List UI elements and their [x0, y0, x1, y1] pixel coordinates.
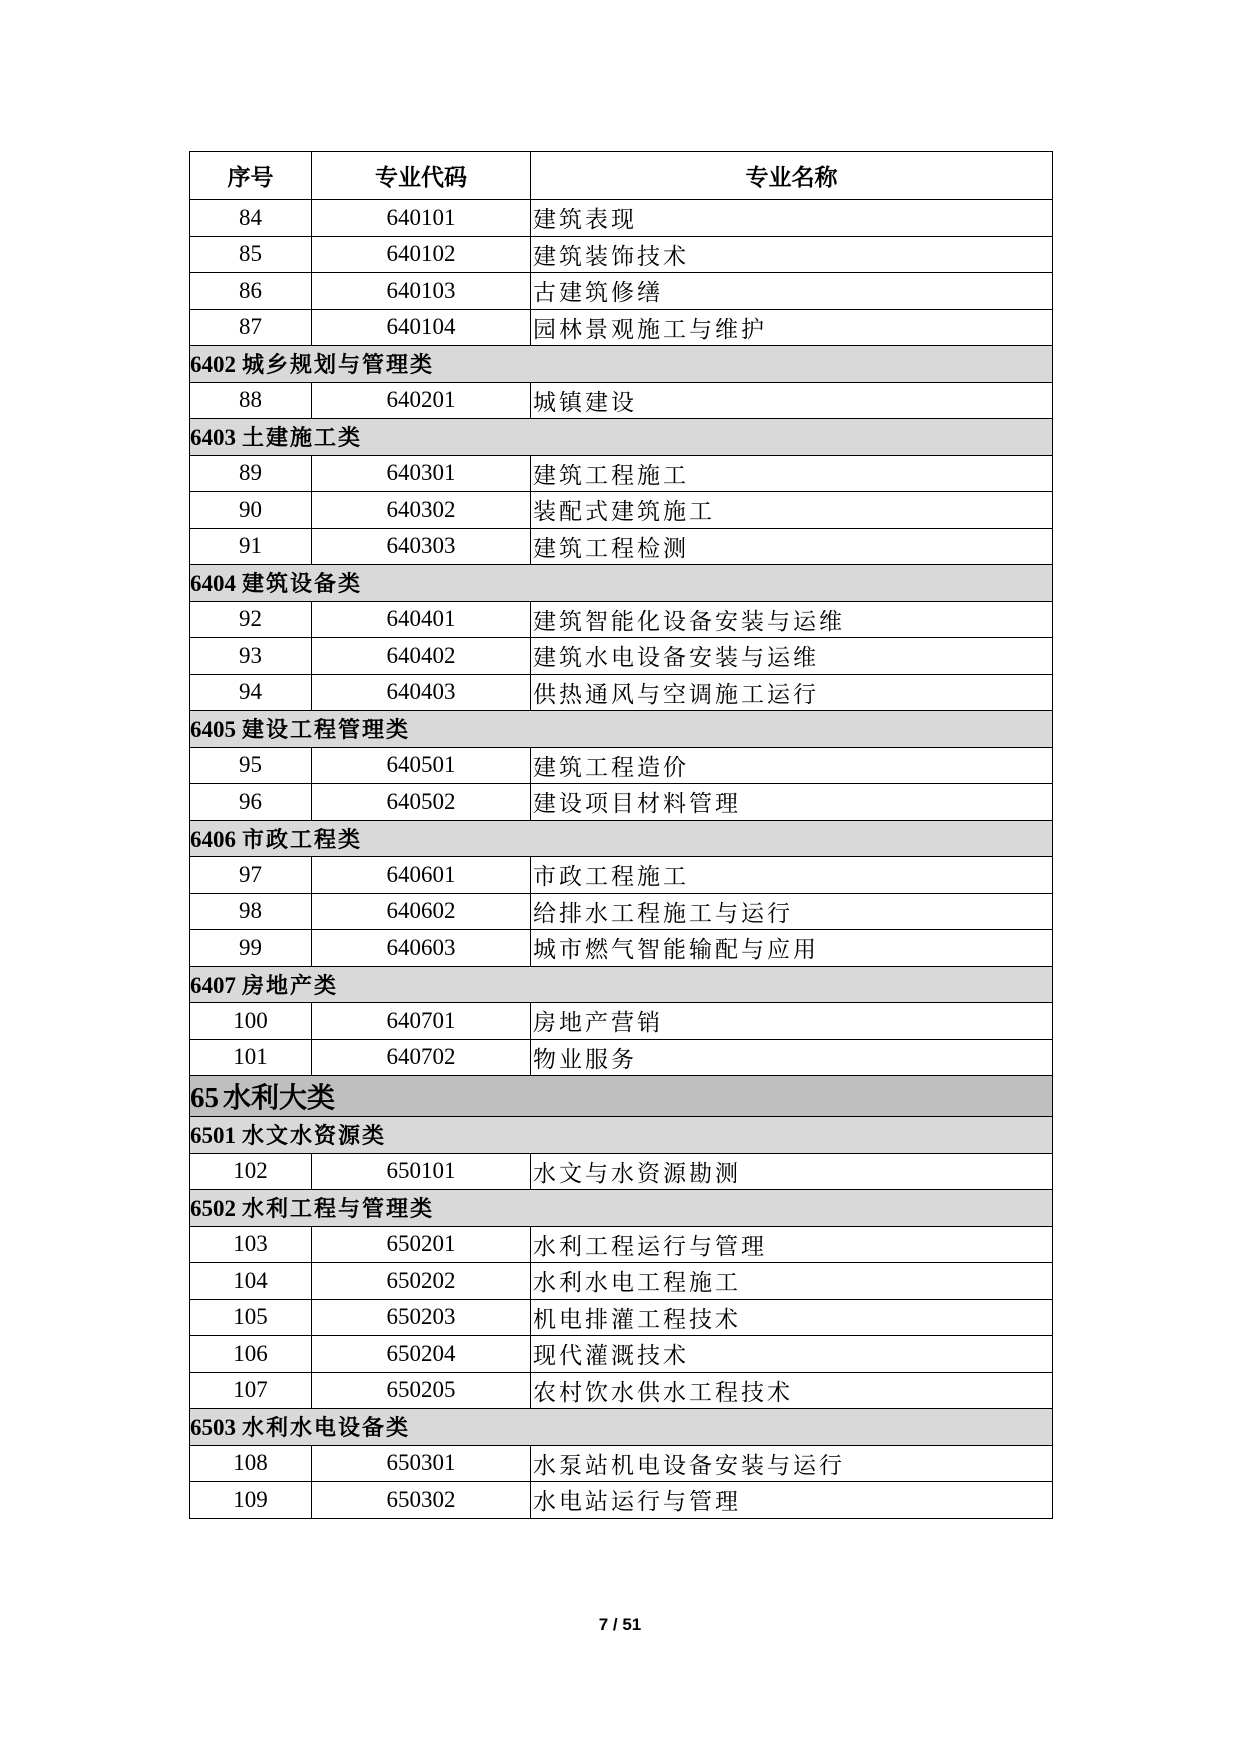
category-heading: [190, 1117, 1053, 1154]
row-major-code: 650204: [312, 1336, 531, 1373]
row-major-code: 650301: [312, 1445, 531, 1482]
row-major-code: 640101: [312, 200, 531, 237]
table-row: [190, 601, 1053, 638]
table-row: [190, 638, 1053, 675]
row-serial-number: 94: [190, 674, 312, 711]
row-serial-number: 92: [190, 601, 312, 638]
category-row: [190, 711, 1053, 748]
row-serial-number: 107: [190, 1372, 312, 1409]
row-major-name: 城镇建设: [531, 382, 1053, 419]
category-code: 6402: [190, 352, 236, 378]
table-row: [190, 784, 1053, 821]
table-row: [190, 1336, 1053, 1373]
table-row: [190, 492, 1053, 529]
row-major-code: 640401: [312, 601, 531, 638]
category-code: 6406: [190, 826, 236, 852]
row-serial-number: 104: [190, 1263, 312, 1300]
header-serial-number: 序号: [190, 152, 312, 200]
row-major-code: 640402: [312, 638, 531, 675]
row-major-name: 供热通风与空调施工运行: [531, 674, 1053, 711]
table-row: [190, 382, 1053, 419]
category-code: 6403: [190, 425, 236, 451]
category-code: 6405: [190, 717, 236, 743]
row-major-name: 园林景观施工与维护: [531, 309, 1053, 346]
category-row: [190, 346, 1053, 383]
table-body: [190, 200, 1053, 1519]
table-row: [190, 930, 1053, 967]
table-row: [190, 1445, 1053, 1482]
row-serial-number: 84: [190, 200, 312, 237]
category-title: 建设工程管理类: [242, 718, 411, 744]
table-row: [190, 1263, 1053, 1300]
row-major-name: 农村饮水供水工程技术: [531, 1372, 1053, 1409]
category-row: [190, 820, 1053, 857]
category-code: 6503: [190, 1415, 236, 1441]
row-major-code: 640501: [312, 747, 531, 784]
major-category-heading: [190, 1076, 1053, 1117]
row-serial-number: 109: [190, 1482, 312, 1519]
row-serial-number: 98: [190, 893, 312, 930]
category-row: [190, 966, 1053, 1003]
row-major-name: 建筑工程造价: [531, 747, 1053, 784]
table-header-row: [190, 152, 1053, 200]
category-code: 6501: [190, 1123, 236, 1149]
row-serial-number: 87: [190, 309, 312, 346]
category-heading: [190, 820, 1053, 857]
row-major-code: 650201: [312, 1226, 531, 1263]
category-row: [190, 1409, 1053, 1446]
row-serial-number: 101: [190, 1039, 312, 1076]
row-major-name: 水利工程运行与管理: [531, 1226, 1053, 1263]
row-serial-number: 97: [190, 857, 312, 894]
table-row: [190, 455, 1053, 492]
category-title: 城乡规划与管理类: [242, 353, 435, 379]
row-serial-number: 106: [190, 1336, 312, 1373]
category-row: [190, 1117, 1053, 1154]
table-row: [190, 236, 1053, 273]
table-row: [190, 674, 1053, 711]
table-row: [190, 1482, 1053, 1519]
category-heading: [190, 1190, 1053, 1227]
row-major-code: 640403: [312, 674, 531, 711]
category-heading: [190, 1409, 1053, 1446]
category-row: [190, 1190, 1053, 1227]
category-heading: [190, 565, 1053, 602]
category-title: 水利大类: [223, 1081, 336, 1114]
row-major-code: 650205: [312, 1372, 531, 1409]
row-major-name: 建设项目材料管理: [531, 784, 1053, 821]
row-major-name: 水泵站机电设备安装与运行: [531, 1445, 1053, 1482]
row-major-name: 装配式建筑施工: [531, 492, 1053, 529]
category-code: 6502: [190, 1196, 236, 1222]
row-major-code: 640602: [312, 893, 531, 930]
row-major-code: 640302: [312, 492, 531, 529]
category-title: 土建施工类: [242, 426, 363, 452]
row-major-code: 640603: [312, 930, 531, 967]
category-title: 建筑设备类: [242, 572, 363, 598]
row-major-name: 水电站运行与管理: [531, 1482, 1053, 1519]
row-major-code: 640502: [312, 784, 531, 821]
table-row: [190, 857, 1053, 894]
row-serial-number: 95: [190, 747, 312, 784]
row-serial-number: 103: [190, 1226, 312, 1263]
row-serial-number: 86: [190, 273, 312, 310]
row-major-name: 古建筑修缮: [531, 273, 1053, 310]
row-major-name: 给排水工程施工与运行: [531, 893, 1053, 930]
category-title: 水利工程与管理类: [242, 1197, 435, 1223]
row-serial-number: 91: [190, 528, 312, 565]
page-number: 7 / 51: [598, 1615, 642, 1634]
row-major-name: 物业服务: [531, 1039, 1053, 1076]
row-major-name: 建筑水电设备安装与运维: [531, 638, 1053, 675]
row-major-code: 640601: [312, 857, 531, 894]
category-heading: [190, 966, 1053, 1003]
category-title: 市政工程类: [242, 827, 363, 853]
row-major-name: 水利水电工程施工: [531, 1263, 1053, 1300]
row-major-name: 房地产营销: [531, 1003, 1053, 1040]
row-major-name: 城市燃气智能输配与应用: [531, 930, 1053, 967]
row-serial-number: 93: [190, 638, 312, 675]
row-serial-number: 89: [190, 455, 312, 492]
row-major-code: 640104: [312, 309, 531, 346]
row-major-code: 640702: [312, 1039, 531, 1076]
row-serial-number: 100: [190, 1003, 312, 1040]
table-row: [190, 528, 1053, 565]
table-row: [190, 1299, 1053, 1336]
row-major-code: 640303: [312, 528, 531, 565]
category-heading: [190, 711, 1053, 748]
header-major-name: 专业名称: [531, 152, 1053, 200]
category-title: 房地产类: [242, 973, 339, 999]
row-major-code: 640102: [312, 236, 531, 273]
table-row: [190, 1226, 1053, 1263]
header-major-code: 专业代码: [312, 152, 531, 200]
category-row: [190, 419, 1053, 456]
row-major-name: 现代灌溉技术: [531, 1336, 1053, 1373]
category-heading: [190, 346, 1053, 383]
category-title: 水文水资源类: [242, 1124, 387, 1150]
table-row: [190, 273, 1053, 310]
row-major-name: 建筑智能化设备安装与运维: [531, 601, 1053, 638]
row-serial-number: 102: [190, 1153, 312, 1190]
row-major-name: 建筑工程施工: [531, 455, 1053, 492]
table-row: [190, 1372, 1053, 1409]
row-major-name: 建筑装饰技术: [531, 236, 1053, 273]
category-heading: [190, 419, 1053, 456]
category-code: 6407: [190, 972, 236, 998]
category-code: 6404: [190, 571, 236, 597]
row-major-code: 640103: [312, 273, 531, 310]
row-serial-number: 88: [190, 382, 312, 419]
table-row: [190, 1003, 1053, 1040]
row-serial-number: 85: [190, 236, 312, 273]
category-code: 65: [190, 1082, 219, 1114]
table-row: [190, 1153, 1053, 1190]
table-row: [190, 200, 1053, 237]
row-major-code: 640301: [312, 455, 531, 492]
row-major-code: 650203: [312, 1299, 531, 1336]
major-category-row: [190, 1076, 1053, 1117]
category-row: [190, 565, 1053, 602]
category-title: 水利水电设备类: [242, 1416, 411, 1442]
row-major-code: 650202: [312, 1263, 531, 1300]
table-row: [190, 747, 1053, 784]
row-major-name: 机电排灌工程技术: [531, 1299, 1053, 1336]
row-major-name: 建筑表现: [531, 200, 1053, 237]
row-serial-number: 105: [190, 1299, 312, 1336]
row-serial-number: 90: [190, 492, 312, 529]
table-row: [190, 893, 1053, 930]
table-row: [190, 1039, 1053, 1076]
row-major-name: 市政工程施工: [531, 857, 1053, 894]
row-major-code: 640701: [312, 1003, 531, 1040]
row-major-name: 水文与水资源勘测: [531, 1153, 1053, 1190]
row-major-name: 建筑工程检测: [531, 528, 1053, 565]
row-serial-number: 96: [190, 784, 312, 821]
table-row: [190, 309, 1053, 346]
row-major-code: 640201: [312, 382, 531, 419]
row-serial-number: 99: [190, 930, 312, 967]
row-major-code: 650302: [312, 1482, 531, 1519]
major-catalog-table: [189, 151, 1053, 1519]
row-major-code: 650101: [312, 1153, 531, 1190]
row-serial-number: 108: [190, 1445, 312, 1482]
